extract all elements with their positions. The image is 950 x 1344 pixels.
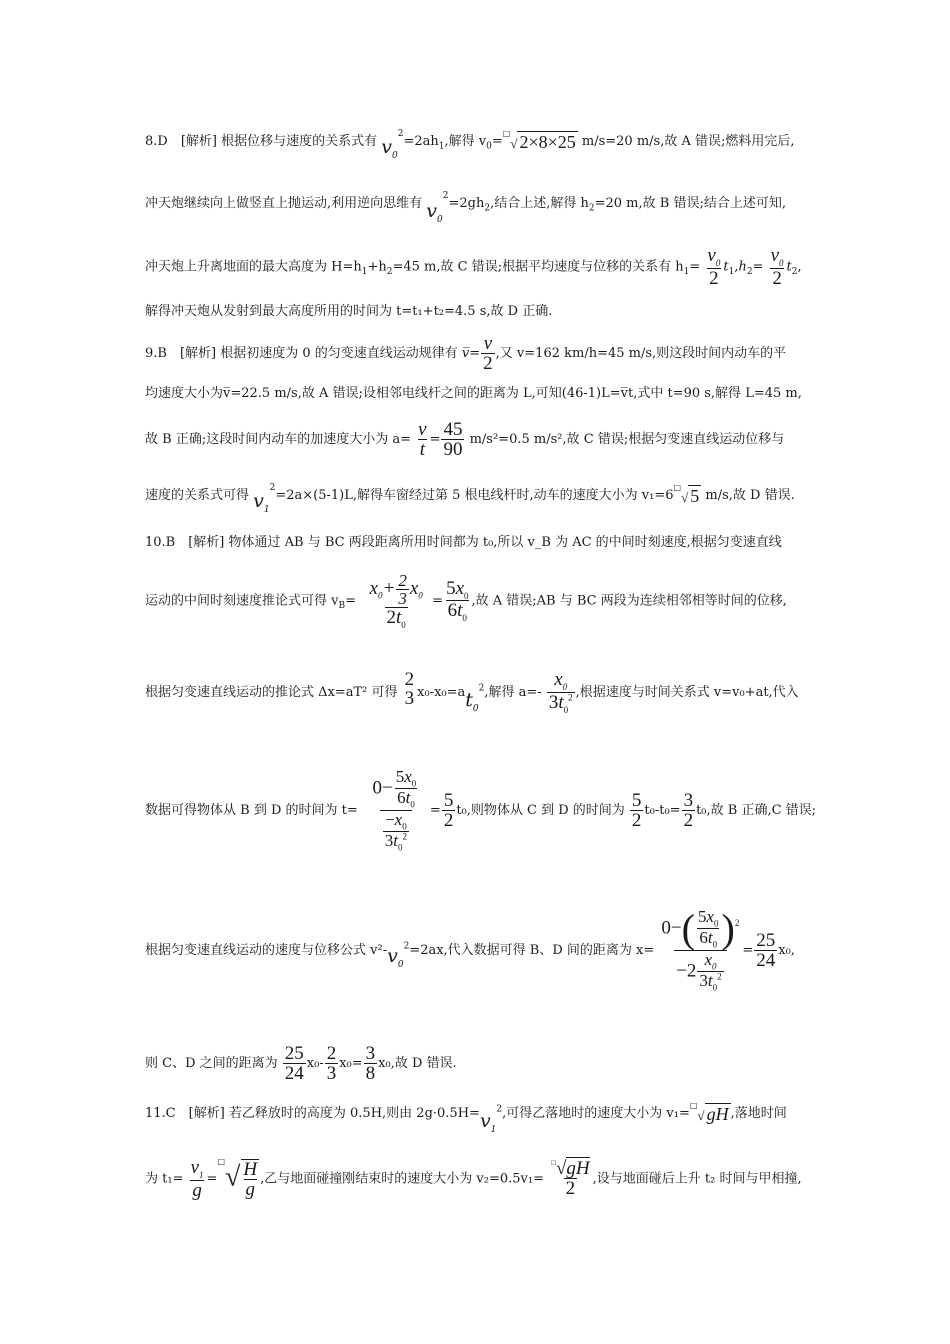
s8-text: =45 m,故 C 错误;根据平均速度与位移的关系有 h	[392, 259, 684, 275]
s9-text: m/s,故 D 错误.	[701, 488, 795, 503]
s10-text: 10.B [解析] 物体通过 AB 与 BC 两段距离所用时间都为 t₀,所以 v_B 为 AC 的中间时刻速度,根据匀变速直线	[145, 535, 782, 550]
s8-line4	[145, 305, 552, 318]
fraction-sqrtgH-over-2: $\frac{^□√gH}{2}$	[551, 1158, 590, 1200]
s10-text: t₀,故 B 正确,C 错误;	[696, 802, 817, 818]
s8-text: 冲天炮继续向上做竖直上抛运动,利用逆向思维有	[145, 196, 423, 211]
s8-line3: 冲天炮上升离地面的最大高度为 $H=h_1+h_2=45$ m,故 C 错误;根据平均速度与位移的关系有 $h_1=$ $\frac{v_0}{2}$ $t_1,h_2=$ $\frac{v_0}{2}$ $t_2$,	[145, 245, 802, 289]
s8-text: ,结合上述,解得 h	[490, 196, 589, 211]
v0-squared: $v_0$	[381, 136, 398, 161]
fraction-3-over-2: $\frac{3}{2}$	[683, 789, 694, 831]
s8-line1: 8.D [解析] 根据位移与速度的关系式有 $v_0^2=2ah_1$,解得 $v_0=^□√$ 2×8×25 m/s=20 m/s,故 A 错误;燃料用完后,	[145, 128, 795, 161]
s10-line6	[145, 1044, 457, 1083]
fraction-v0-over-2: $\frac{v_0}{2}$	[770, 245, 784, 289]
fraction-v-over-2: $\frac{v}{2}$	[483, 333, 493, 374]
s9-text: =2a×(5-1)L,解得车窗经过第 5 根电线杆时,动车的速度大小为 v₁=6	[275, 488, 674, 503]
s11-text: ,可得乙落地时的速度大小为 v₁=	[502, 1106, 690, 1121]
s10-text: x₀,故 D 错误.	[378, 1056, 457, 1071]
v0-squared: $v_0$	[426, 200, 443, 225]
s10-text: 运动的中间时刻速度推论式可得 v	[145, 593, 339, 609]
fraction-5-over-2: $\frac{5}{2}$	[443, 789, 454, 831]
s10-text: x₀=	[339, 1056, 363, 1071]
s10-line5: 根据匀变速直线运动的速度与位移公式 $v^2-v_0^2=2ax$,代入数据可得 B、D 间的距离为 x= 0−( $\frac{5x_0}{6t_0}$ )$^2$ −2 $\frac{x_0}{3t_0^2}$ = $\frac{25}{24}$ x₀,	[145, 905, 795, 993]
s10-text: ,根据速度与时间关系式 v=v₀+at,代入	[575, 684, 799, 700]
s10-text: 数据可得物体从 B 到 D 的时间为 t=	[145, 802, 358, 818]
s10-line1	[145, 536, 782, 549]
s11-text: 11.C [解析] 若乙释放时的高度为 0.5H,则由 2g·0.5H=	[145, 1106, 480, 1121]
s11-text: ,乙与地面碰撞刚结束时的速度大小为 v₂=0.5v₁=	[260, 1171, 544, 1187]
s8-text: 解得冲天炮从发射到最大高度所用的时间为 t=t₁+t₂=4.5 s,故 D 正确.	[145, 304, 553, 319]
fraction-3-over-8: $\frac{3}{8}$	[365, 1043, 376, 1084]
fraction-5x0-over-6t0: $\frac{5x_0}{6t_0}$	[446, 577, 469, 624]
s10-line3: 根据匀变速直线运动的推论式 Δx=aT² 可得 2 3 $x_0-x_0=at_0^2$,解得 a=- $\frac{x_0}{3t_0^2}$ ,根据速度与时间关系式 v=v₀+at,代入	[145, 669, 799, 715]
sqrt-gH: √ gH	[697, 1103, 729, 1124]
fraction-v-over-t: $\frac{v}{t}$	[418, 419, 427, 460]
s10-text: 根据匀变速直线运动的推论式 Δx=aT² 可得	[145, 684, 398, 700]
s8-text: =2ah	[403, 134, 439, 149]
s9-text: m/s²=0.5 m/s²,故 C 错误;根据匀变速直线运动位移与	[465, 432, 785, 447]
s11-text: ,设与地面碰后上升 t₂ 时间与甲相撞,	[592, 1171, 802, 1187]
s10-text: ,故 A 错误;AB 与 BC 两段为连续相邻相等时间的位移,	[471, 593, 787, 609]
s8-text: =	[491, 134, 503, 149]
s10-text: t₀-t₀=	[644, 802, 681, 818]
s10-text: t₀,则物体从 C 到 D 的时间为	[456, 802, 625, 818]
v1-squared: $v_1$	[253, 490, 270, 515]
fraction-xBD: 0−( $\frac{5x_0}{6t_0}$ )$^2$ −2 $\frac{x_0}{3t_0^2}$	[661, 905, 740, 993]
s8-text: =	[689, 259, 701, 275]
s9-text: 9.B [解析] 根据初速度为 0 的匀变速直线运动规律有	[145, 346, 458, 361]
fraction-tBD: 0− $\frac{5x_0}{6t_0}$ $\frac{-x_0}{3t_0^2}$	[372, 767, 417, 853]
fraction-vB: $x_0+$ $\frac{2}{3}$ $x_0$ $2t_0$	[369, 571, 423, 630]
s10-text: =2ax,代入数据可得 B、D 间的距离为 x=	[409, 942, 655, 958]
s9-line2	[145, 387, 802, 400]
fraction-v0-over-2: $\frac{v_0}{2}$	[707, 245, 721, 289]
s10-text: 根据匀变速直线运动的速度与位移公式 v²-	[145, 942, 388, 958]
s11-text: ,落地时间	[730, 1106, 787, 1121]
fraction-25-over-24: $\frac{25}{24}$	[284, 1043, 304, 1084]
s8-text: 冲天炮上升离地面的最大高度为 H=h	[145, 259, 362, 275]
fraction-v1-over-g: $\frac{v_1}{g}$	[190, 1157, 204, 1201]
s10-text: x₀-	[306, 1056, 324, 1071]
s9-line1: 9.B [解析] 根据初速度为 0 的匀变速直线运动规律有 v̅= $\frac{v}{2}$ ,又 v=162 km/h=45 m/s,则这段时间内动车的平	[145, 333, 787, 374]
s10-text: x₀-x₀=a	[417, 684, 466, 700]
sqrt-expression: √ 2×8×25	[510, 131, 576, 152]
s8-text: ,解得 v	[444, 134, 487, 149]
sqrt-radicand: 2×8×25	[519, 131, 576, 152]
s8-line2: 冲天炮继续向上做竖直上抛运动,利用逆向思维有 $v_0^2=2gh_2$,结合上述,解得 $h_2=20$ m,故 B 错误;结合上述可知,	[145, 190, 786, 225]
s11-line1: 11.C [解析] 若乙释放时的高度为 0.5H,则由 $2g\cdot 0.5H=v_1^2$,可得乙落地时的速度大小为 v₁=□√ gH ,落地时间	[145, 1101, 787, 1135]
s9-line3: 故 B 正确;这段时间内动车的加速度大小为 a= $\frac{v}{t}$ = $\frac{45}{90}$ m/s²=0.5 m/s²,故 C 错误;根据匀变速直线运动位移与	[145, 419, 785, 460]
s10-text: x₀,	[778, 942, 795, 958]
fraction-25-over-24: $\frac{25}{24}$	[756, 929, 776, 971]
s10-line2: 运动的中间时刻速度推论式可得 $v_B=$ $x_0+$ $\frac{2}{3}$ $x_0$ $2t_0$ = $\frac{5x_0}{6t_0}$ ,故 A 错误;AB 与 BC 两段为连续相邻相等时间的位移,	[145, 571, 787, 630]
fraction-2-over-3: 2 3	[404, 669, 415, 709]
s9-line4: 速度的关系式可得 $v_1^2=2a\times(5-1)L$,解得车窗经过第 5 根电线杆时,动车的速度大小为 v₁=6□√ 5 m/s,故 D 错误.	[145, 482, 795, 515]
s10-line4: 数据可得物体从 B 到 D 的时间为 t= 0− $\frac{5x_0}{6t_0}$ $\frac{-x_0}{3t_0^2}$ = $\frac{5}{2}$ t₀,则物体从 C 到 D 的时间为 $\frac{5}{2}$ t₀-t₀= $\frac{3}{2}$ t₀,故 B 正确,C 错误;	[145, 767, 817, 853]
s11-text: 为 t₁=	[145, 1171, 184, 1187]
s9-text: 速度的关系式可得	[145, 488, 250, 503]
s8-text: =2gh	[448, 196, 485, 211]
s10-text: ,解得 a=-	[484, 684, 542, 700]
s8-text: +h	[367, 259, 387, 275]
s10-text: 则 C、D 之间的距离为	[145, 1056, 278, 1071]
fraction-2-over-3: $\frac{2}{3}$	[326, 1043, 337, 1084]
s9-text: ,又 v=162 km/h=45 m/s,则这段时间内动车的平	[495, 346, 787, 361]
sqrt-expression: √ 5	[681, 485, 700, 506]
fraction-45-over-90: $\frac{45}{90}$	[443, 419, 463, 460]
fraction-5-over-2: $\frac{5}{2}$	[631, 789, 642, 831]
s9-text: 均速度大小为v̅=22.5 m/s,故 A 错误;设相邻电线杆之间的距离为 L,可知(46-1)L=v̅t,式中 t=90 s,解得 L=45 m,	[145, 386, 802, 401]
s8-text: m/s=20 m/s,故 A 错误;燃料用完后,	[577, 134, 795, 149]
s11-line2: 为 t₁= $\frac{v_1}{g}$ =□√ $\frac{H}{g}$ ,乙与地面碰撞刚结束时的速度大小为 v₂=0.5v₁= $\frac{^□√gH}{2}$ ,设与地面碰后上升 t₂ 时间与甲相撞,	[145, 1157, 802, 1201]
s8-text: =20 m,故 B 错误;结合上述可知,	[594, 196, 786, 211]
sqrt-H-over-g: √ $\frac{H}{g}$	[225, 1158, 258, 1200]
fraction-x0-over-3t0sq: $\frac{x_0}{3t_0^2}$	[548, 669, 573, 715]
s8-text: 8.D [解析] 根据位移与速度的关系式有	[145, 134, 378, 149]
s9-text: 故 B 正确;这段时间内动车的加速度大小为 a=	[145, 432, 411, 447]
